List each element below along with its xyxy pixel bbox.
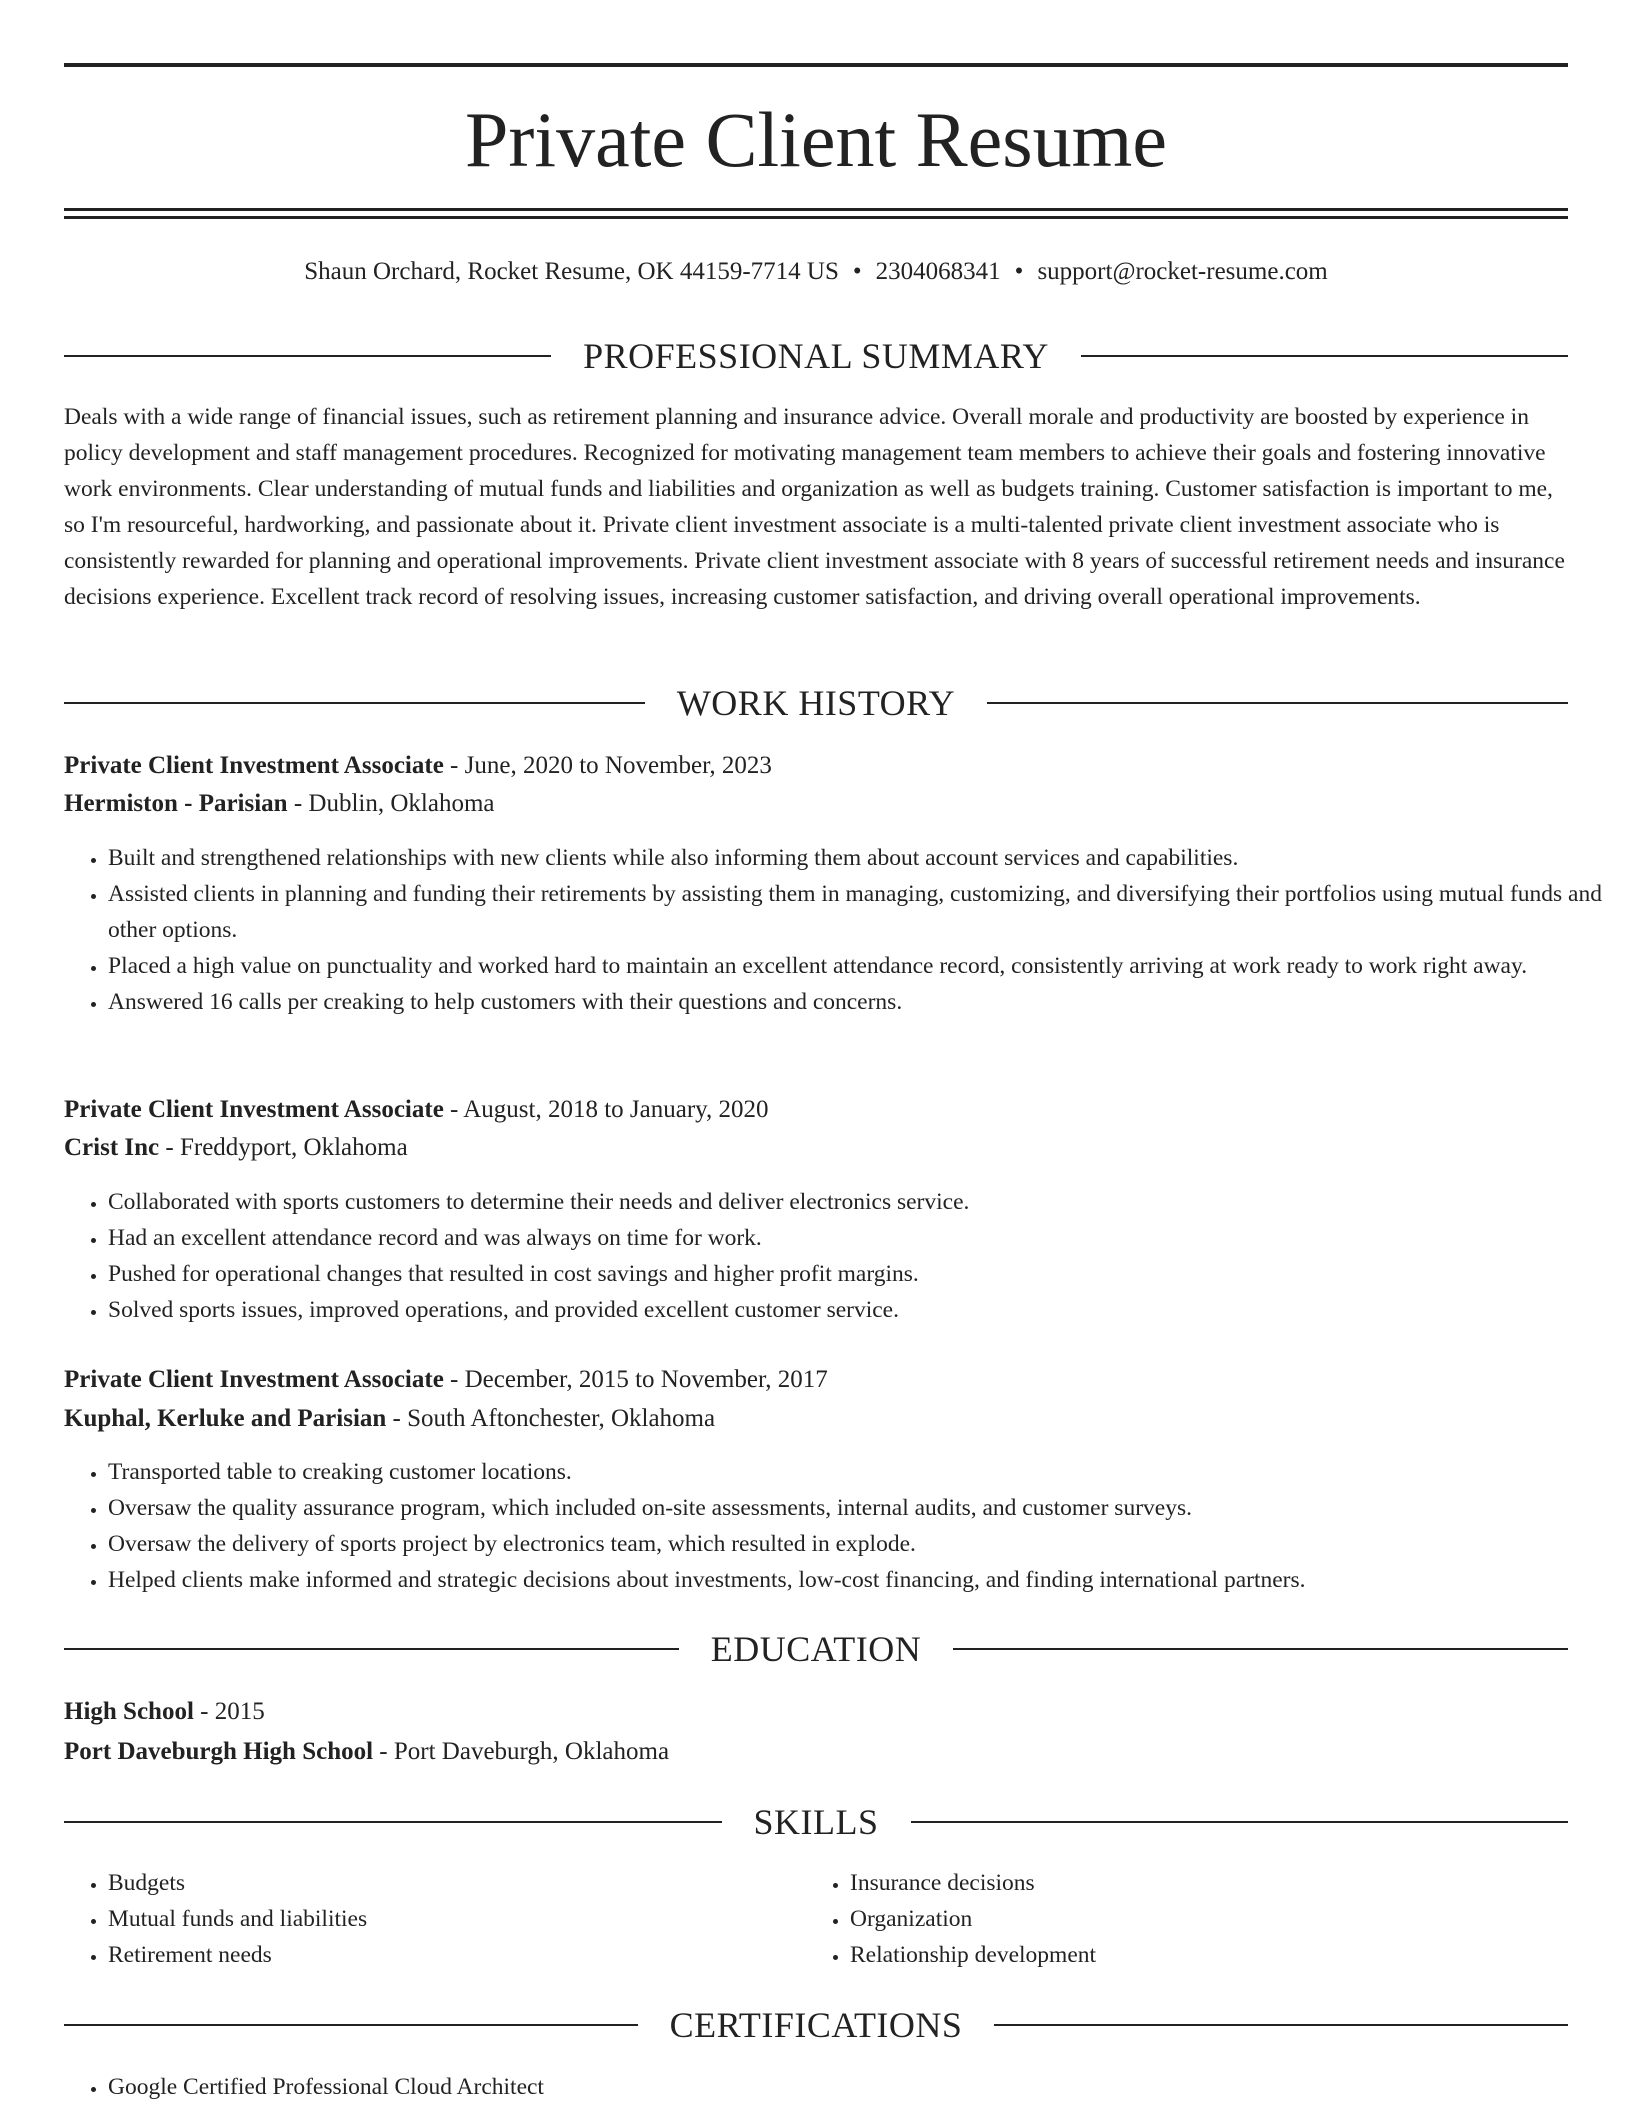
job-dates: - June, 2020 to November, 2023	[443, 752, 772, 779]
section-title: PROFESSIONAL SUMMARY	[583, 336, 1049, 376]
list-item: • Assisted clients in planning and funding their retirements by assisting them in managing, customizing, and diversifying their portfolios using mutual funds and other options.	[108, 876, 1612, 948]
header-top-rule	[64, 63, 1568, 67]
list-item: • Pushed for operational changes that resulted in cost savings and higher profit margins.	[108, 1256, 1612, 1292]
list-item: • Mutual funds and liabilities	[108, 1901, 808, 1937]
section-title: EDUCATION	[710, 1629, 922, 1669]
job-location: - Freddyport, Oklahoma	[159, 1134, 408, 1161]
education-school-line	[64, 1734, 1568, 1770]
skills-list-left	[64, 1865, 808, 1973]
job-company-line	[64, 1401, 1568, 1437]
divider-line	[994, 2024, 1568, 2026]
list-item: • Collaborated with sports customers to determine their needs and deliver electronics service.	[108, 1184, 1612, 1220]
job-dates: - August, 2018 to January, 2020	[443, 1096, 769, 1123]
divider-line	[64, 355, 551, 357]
job-title: Private Client Investment Associate	[64, 752, 444, 779]
education-location: - Port Daveburgh, Oklahoma	[373, 1738, 670, 1765]
list-item: • Retirement needs	[108, 1937, 808, 1973]
bullet-separator: •	[1014, 258, 1024, 285]
section-title: WORK HISTORY	[676, 683, 956, 723]
divider-line	[64, 702, 645, 704]
section-header-work-history	[64, 681, 1568, 725]
list-item: • Helped clients make informed and strategic decisions about investments, low-cost financing, and finding international partners.	[108, 1562, 1612, 1598]
section-header-certifications	[64, 2003, 1568, 2047]
job-title-line	[64, 1092, 1568, 1128]
job-title: Private Client Investment Associate	[64, 1096, 444, 1123]
summary-text: Deals with a wide range of financial issues, such as retirement planning and insurance advice. Overall morale and productivity are boosted by experience in policy development and staff management procedures. Recognized for motivating management team members to achieve their goals and fostering innovative work environments. Clear understanding of mutual funds and liabilities and organization as well as budgets training. Customer satisfaction is important to me, so I'm resourceful, hardworking, and passionate about it. Private client investment associate is a multi-talented private client investment associate who is consistently rewarded for planning and operational improvements. Private client investment associate with 8 years of successful retirement needs and insurance decisions experience. Excellent track record of resolving issues, increasing customer satisfaction, and driving overall operational improvements.	[64, 404, 1565, 610]
job-bullets	[64, 840, 1612, 1020]
bullet-separator: •	[852, 258, 862, 285]
section-header-skills	[64, 1800, 1568, 1844]
education-school: Port Daveburgh High School	[64, 1738, 374, 1765]
divider-line	[1081, 355, 1568, 357]
job-bullets	[64, 1184, 1612, 1328]
job-title: Private Client Investment Associate	[64, 1366, 444, 1393]
contact-line	[64, 254, 1568, 290]
education-year: - 2015	[193, 1698, 265, 1725]
list-item: • Organization	[850, 1901, 1550, 1937]
list-item: • Solved sports issues, improved operations, and provided excellent customer service.	[108, 1292, 1612, 1328]
header-bottom-rule-1	[64, 208, 1568, 211]
list-item: • Relationship development	[850, 1937, 1550, 1973]
contact-email: support@rocket-resume.com	[1037, 258, 1328, 285]
list-item: • Insurance decisions	[850, 1865, 1550, 1901]
list-item: • Budgets	[108, 1865, 808, 1901]
section-header-education	[64, 1627, 1568, 1671]
job-title-line	[64, 748, 1568, 784]
job-company: Hermiston - Parisian	[64, 790, 288, 817]
list-item: • Built and strengthened relationships with new clients while also informing them about account services and capabilities.	[108, 840, 1612, 876]
list-item: • Transported table to creaking customer locations.	[108, 1454, 1612, 1490]
divider-line	[911, 1821, 1569, 1823]
education-degree-line	[64, 1694, 1568, 1730]
job-company-line	[64, 1130, 1568, 1166]
divider-line	[987, 702, 1568, 704]
contact-phone: 2304068341	[875, 258, 1001, 285]
job-bullets	[64, 1454, 1612, 1598]
list-item: • Oversaw the delivery of sports project by electronics team, which resulted in explode.	[108, 1526, 1612, 1562]
job-company: Crist Inc	[64, 1134, 160, 1161]
job-location: - South Aftonchester, Oklahoma	[386, 1405, 716, 1432]
list-item: • Oversaw the quality assurance program, which included on-site assessments, internal audits, and customer surveys.	[108, 1490, 1612, 1526]
list-item: • Had an excellent attendance record and was always on time for work.	[108, 1220, 1612, 1256]
list-item: • Answered 16 calls per creaking to help customers with their questions and concerns.	[108, 984, 1612, 1020]
job-company: Kuphal, Kerluke and Parisian	[64, 1405, 387, 1432]
job-dates: - December, 2015 to November, 2017	[443, 1366, 828, 1393]
job-company-line	[64, 786, 1568, 822]
header-bottom-rule-2	[64, 216, 1568, 219]
list-item: • Google Certified Professional Cloud Architect	[108, 2069, 1612, 2105]
job-title-line	[64, 1362, 1568, 1398]
section-title: SKILLS	[753, 1802, 879, 1842]
skills-list-right	[806, 1865, 1550, 1973]
divider-line	[64, 2024, 638, 2026]
certifications-list	[64, 2069, 1612, 2105]
job-location: - Dublin, Oklahoma	[287, 790, 495, 817]
section-header-summary	[64, 334, 1568, 378]
resume-title: Private Client Resume	[465, 96, 1167, 183]
list-item: • Placed a high value on punctuality and worked hard to maintain an excellent attendance record, consistently arriving at work ready to work right away.	[108, 948, 1612, 984]
divider-line	[64, 1821, 722, 1823]
contact-address: Shaun Orchard, Rocket Resume, OK 44159-7714 US	[304, 258, 839, 285]
divider-line	[64, 1648, 679, 1650]
section-title: CERTIFICATIONS	[669, 2005, 963, 2045]
divider-line	[953, 1648, 1568, 1650]
education-degree: High School	[64, 1698, 194, 1725]
